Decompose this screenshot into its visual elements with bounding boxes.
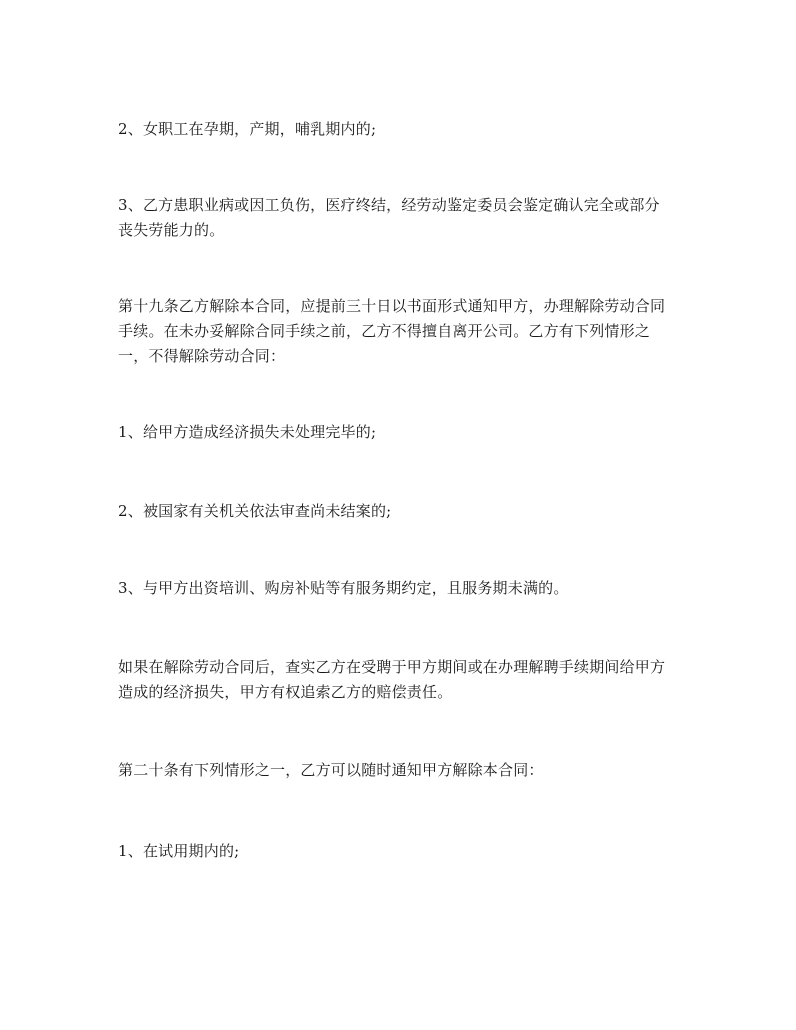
text-line: 一，不得解除劳动合同： xyxy=(118,347,286,365)
text-line: 2、被国家有关机关依法审查尚未结案的; xyxy=(118,502,392,520)
text-line: 2、女职工在孕期，产期，哺乳期内的; xyxy=(118,120,377,138)
text-line: 丧失劳能力的。 xyxy=(118,221,225,239)
paragraph-item-3-service-period xyxy=(118,576,683,601)
text-line: 3、与甲方出资培训、购房补贴等有服务期约定，且服务期未满的。 xyxy=(118,579,569,597)
text-line: 如果在解除劳动合同后，查实乙方在受聘于甲方期间或在办理解聘手续期间给甲方 xyxy=(118,658,666,676)
text-line: 第二十条有下列情形之一，乙方可以随时通知甲方解除本合同： xyxy=(118,761,544,779)
paragraph-article-19 xyxy=(118,294,683,369)
paragraph-clause-2-female-workers xyxy=(118,117,683,142)
paragraph-compensation xyxy=(118,655,683,705)
text-line: 造成的经济损失，甲方有权追索乙方的赔偿责任。 xyxy=(118,683,453,701)
paragraph-item-1-probation xyxy=(118,839,683,864)
text-line: 1、给甲方造成经济损失未处理完毕的; xyxy=(118,423,377,441)
text-line: 3、乙方患职业病或因工负伤，医疗终结，经劳动鉴定委员会鉴定确认完全或部分 xyxy=(118,196,660,214)
text-line: 手续。在未办妥解除合同手续之前，乙方不得擅自离开公司。乙方有下列情形之 xyxy=(118,322,651,340)
text-line: 第十九条乙方解除本合同，应提前三十日以书面形式通知甲方，办理解除劳动合同 xyxy=(118,297,666,315)
paragraph-item-2-under-review xyxy=(118,499,683,524)
text-line: 1、在试用期内的; xyxy=(118,842,240,860)
paragraph-item-1-economic-loss xyxy=(118,420,683,445)
paragraph-clause-3-occupational-disease xyxy=(118,193,683,243)
paragraph-article-20 xyxy=(118,758,683,783)
